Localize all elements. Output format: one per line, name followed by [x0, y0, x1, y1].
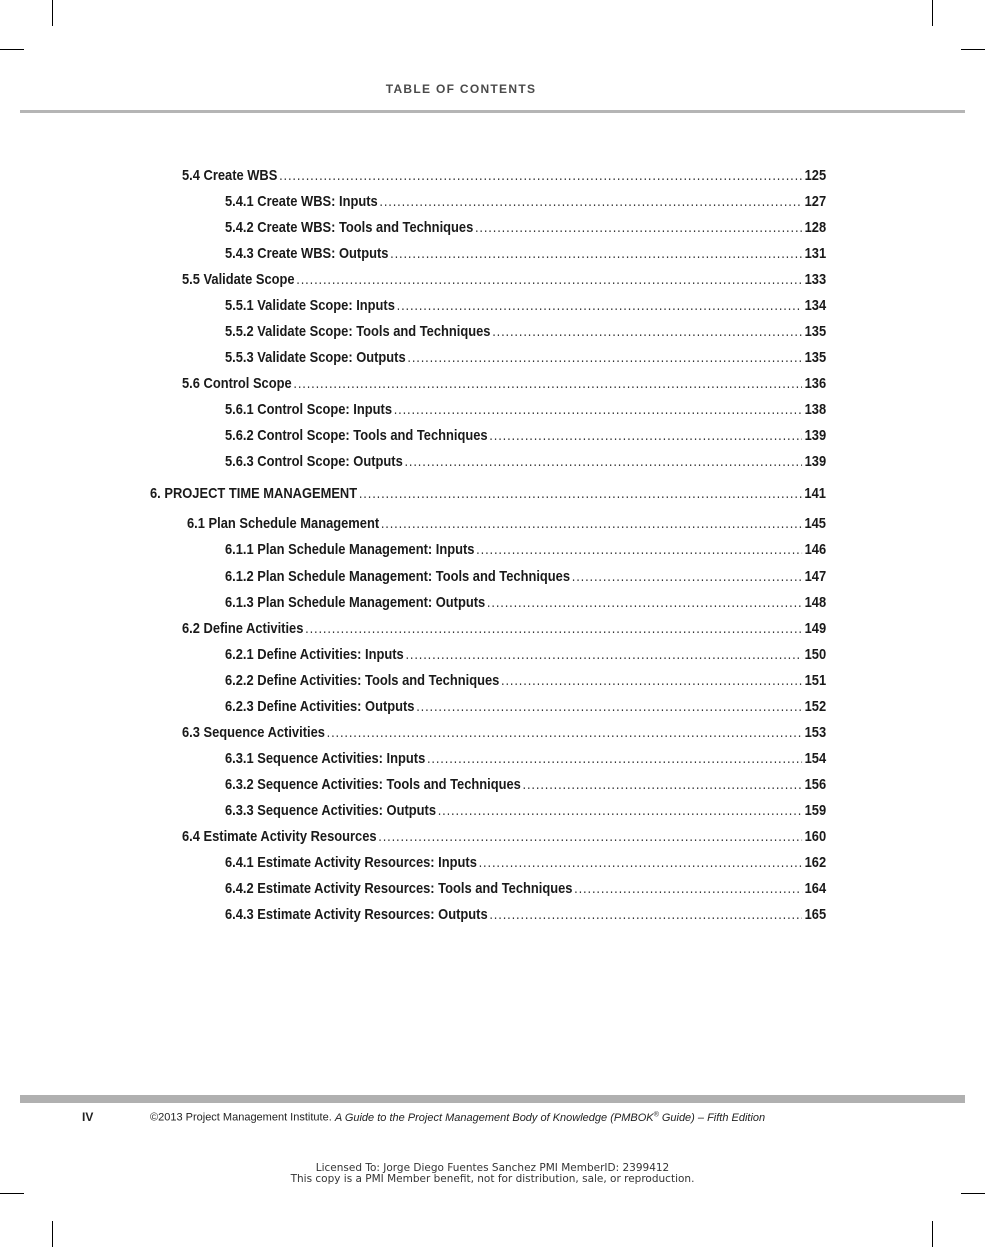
toc-entry-label: 6. PROJECT TIME MANAGEMENT [150, 485, 358, 502]
toc-entry-page: 164 [804, 880, 827, 897]
dot-leader [438, 801, 802, 821]
dot-leader [296, 270, 802, 290]
dot-leader [359, 484, 802, 504]
crop-mark [52, 0, 53, 26]
crop-mark [932, 0, 933, 26]
dot-leader [489, 426, 802, 446]
toc-entry[interactable] [182, 166, 826, 186]
crop-mark [932, 1221, 933, 1247]
toc-entry-label: 5.6.1 Control Scope: Inputs [225, 401, 393, 418]
toc-entry-page: 152 [804, 698, 827, 715]
toc-entry-label: 6.4.1 Estimate Activity Resources: Inputs [225, 854, 477, 871]
copyright-text: ©2013 Project Management Institute. [150, 1111, 332, 1124]
dot-leader [394, 400, 802, 420]
toc-entry-label: 5.5.1 Validate Scope: Inputs [225, 297, 395, 314]
dot-leader [379, 192, 802, 212]
toc-entry-label: 6.4.3 Estimate Activity Resources: Outputs [225, 906, 488, 923]
toc-entry-label: 5.6.2 Control Scope: Tools and Techniques [225, 427, 488, 444]
toc-entry-label: 5.5 Validate Scope [182, 271, 295, 288]
toc-entry[interactable] [225, 671, 826, 691]
footer-divider [20, 1095, 965, 1103]
toc-entry-page: 162 [804, 854, 827, 871]
toc-entry-label: 6.3.2 Sequence Activities: Tools and Techniques [225, 776, 521, 793]
toc-entry-page: 135 [804, 349, 827, 366]
dot-leader [279, 166, 802, 186]
toc-entry-label: 6.1 Plan Schedule Management [187, 515, 380, 532]
dot-leader [390, 244, 802, 264]
toc-entry-page: 146 [804, 541, 827, 558]
toc-entry-label: 6.3.1 Sequence Activities: Inputs [225, 750, 426, 767]
page-header-title: TABLE OF CONTENTS [385, 82, 537, 96]
toc-entry-label: 5.5.3 Validate Scope: Outputs [225, 349, 406, 366]
toc-entry[interactable] [182, 374, 826, 394]
toc-entry-label: 6.1.3 Plan Schedule Management: Outputs [225, 594, 486, 611]
dot-leader [416, 697, 802, 717]
registered-mark: ® [653, 1111, 659, 1118]
toc-entry-page: 128 [804, 219, 827, 236]
toc-entry[interactable] [225, 853, 826, 873]
dot-leader [407, 348, 802, 368]
toc-entry[interactable] [225, 801, 826, 821]
toc-entry-label: 5.6.3 Control Scope: Outputs [225, 453, 403, 470]
dot-leader [572, 567, 802, 587]
toc-entry-page: 138 [804, 401, 827, 418]
toc-entry[interactable] [225, 192, 826, 212]
dot-leader [305, 619, 802, 639]
toc-entry[interactable] [225, 348, 826, 368]
toc-entry-label: 6.1.2 Plan Schedule Management: Tools and Techniques [225, 568, 571, 585]
crop-mark [0, 1193, 24, 1194]
toc-entry-page: 127 [804, 193, 827, 210]
toc-entry[interactable] [225, 749, 826, 769]
toc-entry[interactable] [225, 567, 826, 587]
toc-entry[interactable] [182, 723, 826, 743]
toc-entry-label: 6.2.3 Define Activities: Outputs [225, 698, 415, 715]
dot-leader [475, 218, 802, 238]
toc-entry-page: 145 [804, 515, 826, 532]
toc-entry-label: 5.6 Control Scope [182, 375, 292, 392]
crop-mark [961, 1193, 985, 1194]
toc-entry-page: 148 [804, 594, 827, 611]
dot-leader [427, 749, 802, 769]
dot-leader [327, 723, 802, 743]
toc-entry[interactable] [182, 619, 826, 639]
toc-entry-label: 6.2 Define Activities [182, 620, 304, 637]
toc-entry[interactable] [225, 218, 826, 238]
toc-entry[interactable] [225, 452, 826, 472]
toc-entry-page: 139 [804, 427, 827, 444]
toc-entry-label: 5.4 Create WBS [182, 167, 278, 184]
toc-entry-page: 149 [804, 620, 827, 637]
toc-entry[interactable] [225, 697, 826, 717]
dot-leader [489, 905, 802, 925]
toc-entry-page: 154 [804, 750, 827, 767]
toc-entry-page: 151 [804, 672, 827, 689]
toc-entry-label: 6.2.2 Define Activities: Tools and Techniques [225, 672, 500, 689]
license-line: Licensed To: Jorge Diego Fuentes Sanchez PMI MemberID: 2399412 [315, 1162, 670, 1174]
crop-mark [0, 49, 24, 50]
dot-leader [479, 853, 802, 873]
toc-entry-page: 141 [804, 485, 826, 502]
header-divider [20, 110, 965, 113]
toc-entry-page: 131 [804, 245, 827, 262]
book-title: A Guide to the Project Management Body of Knowledge (PMBOK® Guide) – Fifth Edition [334, 1111, 766, 1124]
toc-entry-label: 6.1.1 Plan Schedule Management: Inputs [225, 541, 475, 558]
dot-leader [501, 671, 802, 691]
dot-leader [487, 593, 802, 613]
toc-entry[interactable] [225, 400, 826, 420]
toc-entry-page: 159 [804, 802, 827, 819]
dot-leader [293, 374, 802, 394]
dot-leader [404, 452, 802, 472]
dot-leader [574, 879, 802, 899]
crop-mark [52, 1221, 53, 1247]
toc-entry[interactable] [182, 827, 826, 847]
toc-entry-label: 6.2.1 Define Activities: Inputs [225, 646, 404, 663]
toc-entry-page: 135 [804, 323, 827, 340]
toc-entry[interactable] [225, 540, 826, 560]
toc-entry[interactable] [182, 270, 826, 290]
toc-entry-page: 156 [804, 776, 827, 793]
toc-entry-label: 6.3.3 Sequence Activities: Outputs [225, 802, 437, 819]
toc-entry-page: 150 [804, 646, 827, 663]
toc-entry[interactable] [225, 322, 826, 342]
toc-entry-label: 6.4 Estimate Activity Resources [182, 828, 377, 845]
toc-entry-page: 153 [804, 724, 827, 741]
toc-entry-label: 6.3 Sequence Activities [182, 724, 325, 741]
toc-entry-page: 139 [804, 453, 827, 470]
toc-entry[interactable] [225, 593, 826, 613]
toc-entry[interactable] [187, 514, 826, 534]
dot-leader [381, 514, 802, 534]
page-number: IV [82, 1110, 94, 1124]
toc-entry-page: 165 [804, 906, 827, 923]
toc-entry-page: 125 [804, 167, 827, 184]
dot-leader [405, 645, 802, 665]
toc-entry-label: 6.4.2 Estimate Activity Resources: Tools and Techniques [225, 880, 573, 897]
dot-leader [476, 540, 802, 560]
license-line: This copy is a PMI Member benefit, not for distribution, sale, or reproduction. [290, 1173, 695, 1185]
toc-entry-page: 136 [804, 375, 827, 392]
toc-entry-label: 5.5.2 Validate Scope: Tools and Techniques [225, 323, 491, 340]
toc-entry[interactable] [225, 645, 826, 665]
toc-entry[interactable] [225, 879, 826, 899]
toc-entry-label: 5.4.2 Create WBS: Tools and Techniques [225, 219, 474, 236]
toc-entry-page: 134 [804, 297, 827, 314]
toc-entry-page: 147 [804, 568, 827, 585]
toc-entry-label: 5.4.3 Create WBS: Outputs [225, 245, 389, 262]
dot-leader [378, 827, 802, 847]
dot-leader [397, 296, 802, 316]
toc-entry-page: 133 [804, 271, 827, 288]
toc-entry[interactable] [225, 244, 826, 264]
toc-entry[interactable] [225, 905, 826, 925]
footer-copyright [150, 1111, 765, 1124]
dot-leader [523, 775, 802, 795]
toc-entry-label: 5.4.1 Create WBS: Inputs [225, 193, 378, 210]
license-notice [0, 1163, 985, 1185]
toc-chapter-entry[interactable] [150, 484, 826, 504]
crop-mark [961, 49, 985, 50]
toc-entry[interactable] [225, 775, 826, 795]
toc-entry[interactable] [225, 296, 826, 316]
toc-entry[interactable] [225, 426, 826, 446]
dot-leader [492, 322, 802, 342]
toc-entry-page: 160 [804, 828, 827, 845]
